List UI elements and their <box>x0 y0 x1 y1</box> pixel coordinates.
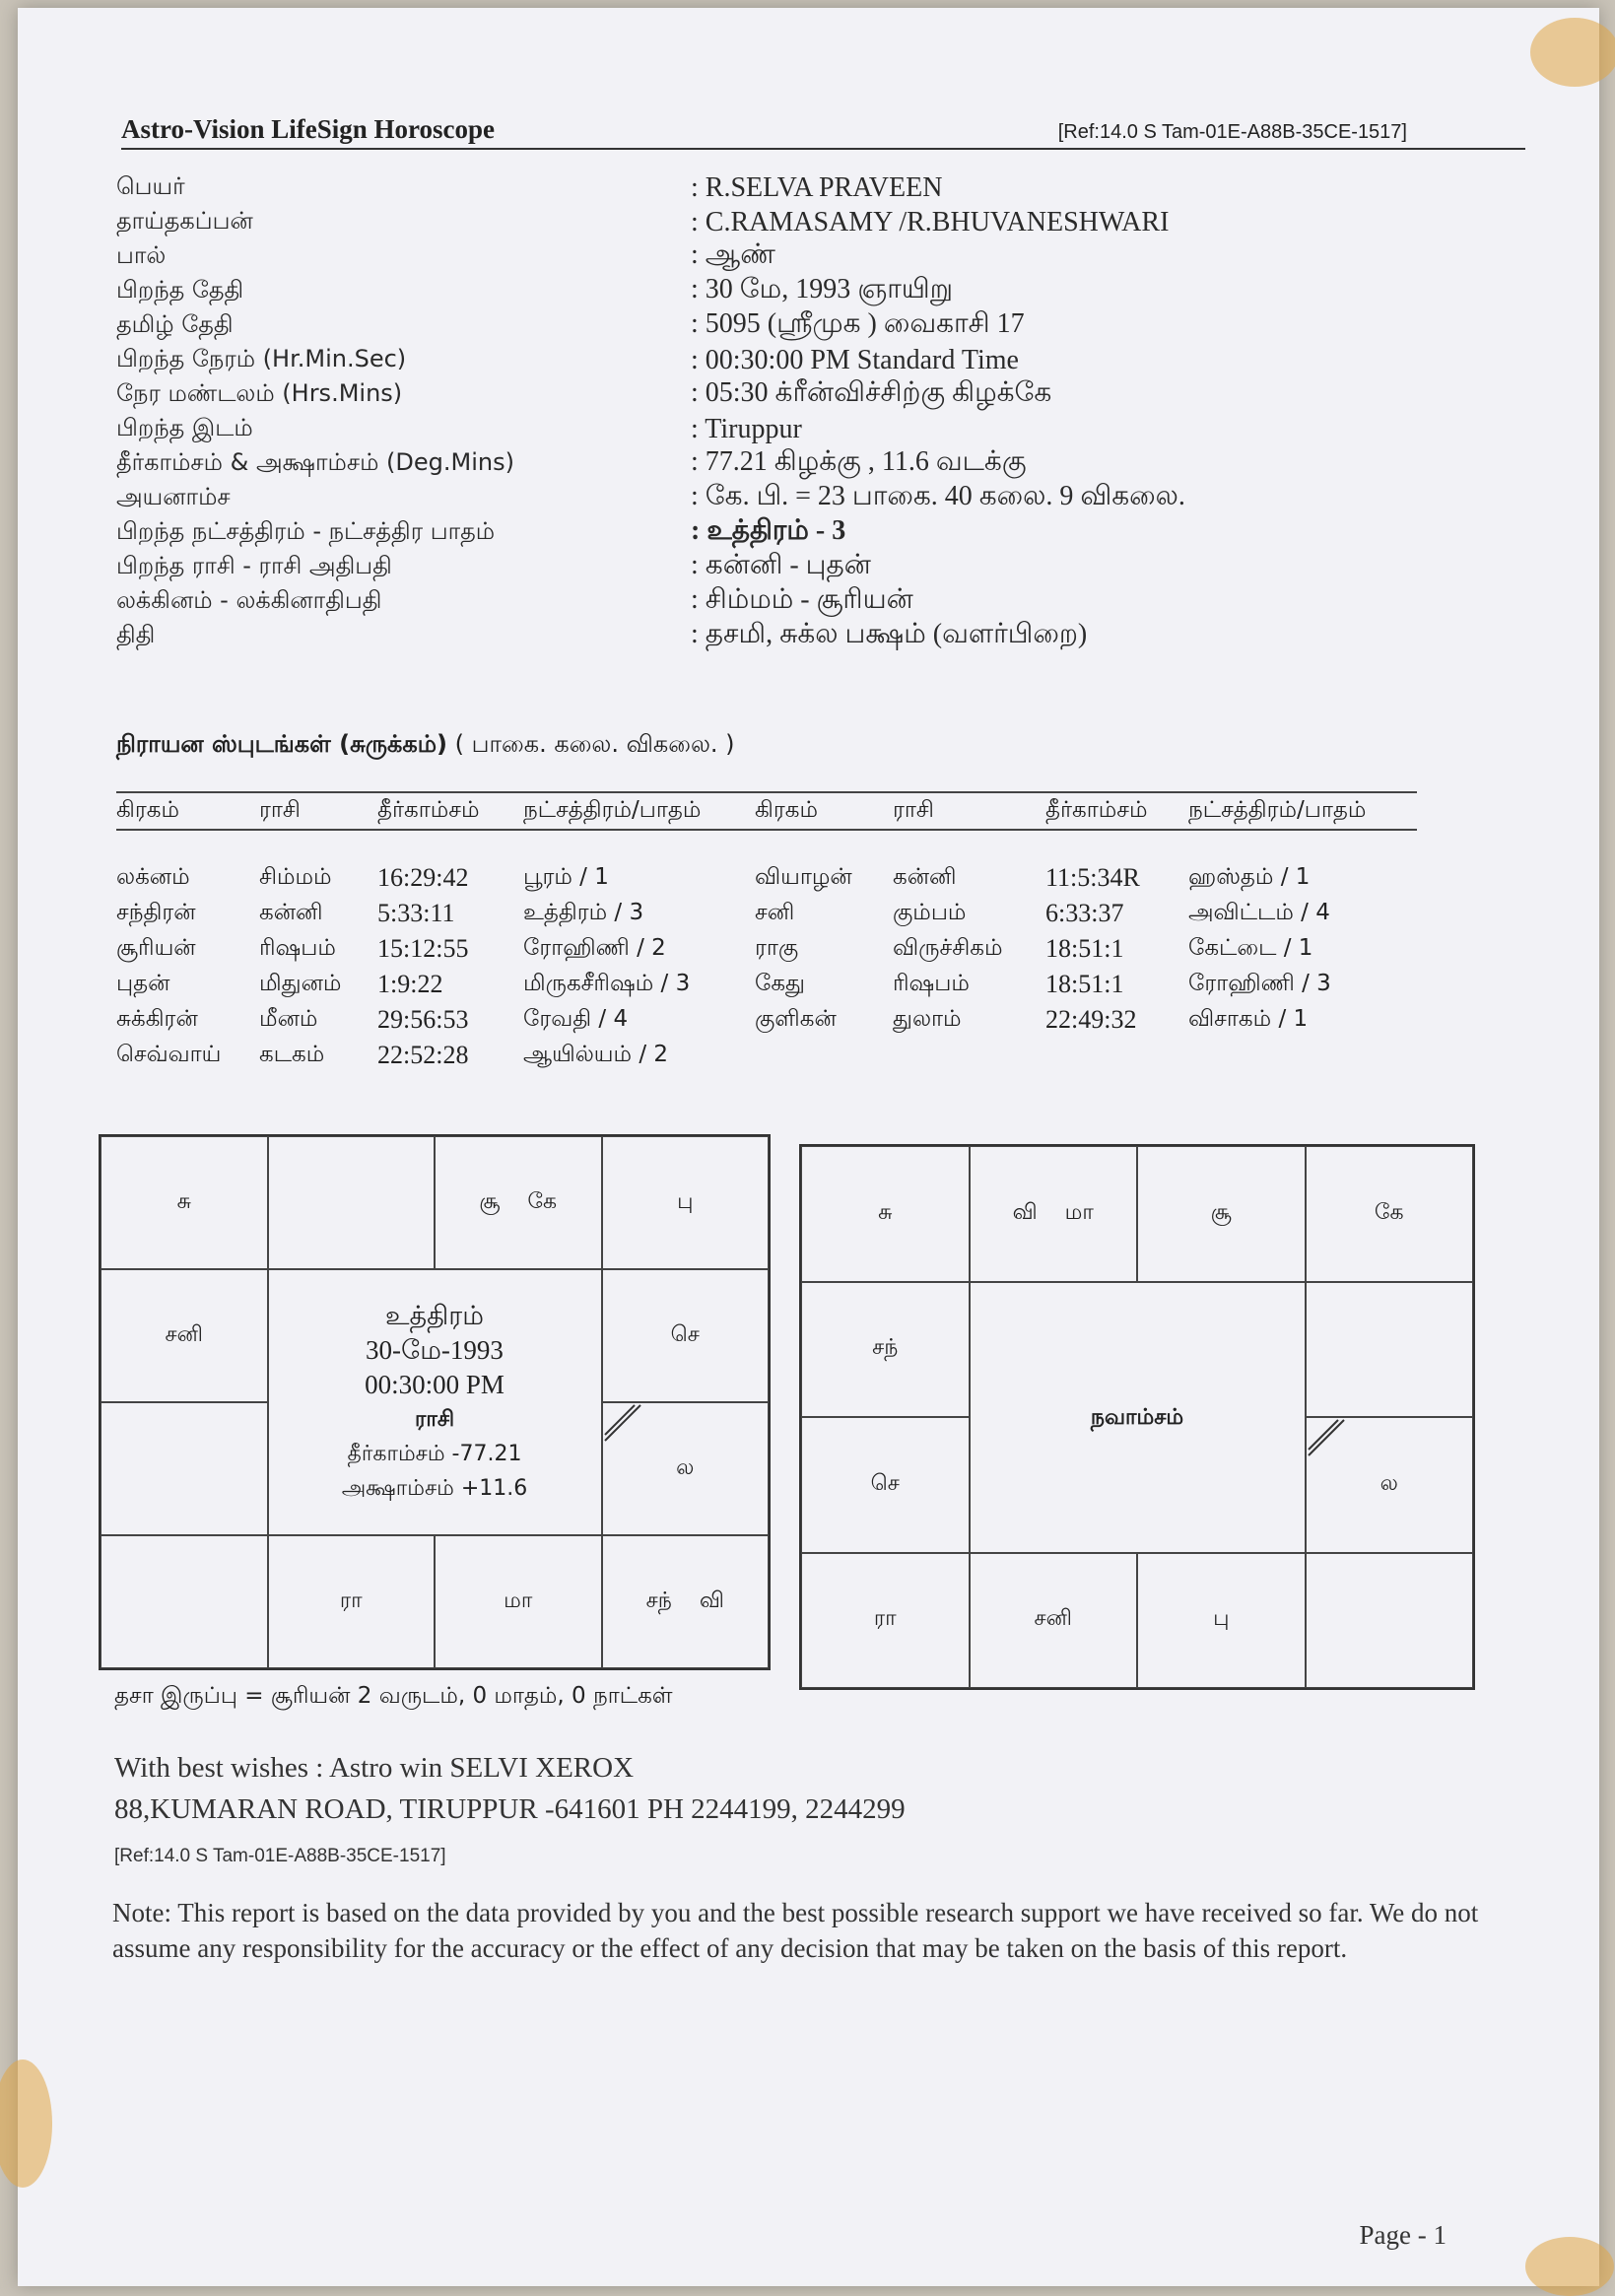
planet-label: சனி <box>165 1321 203 1347</box>
info-value: : கே. பி. = 23 பாகை. 40 கலை. 9 விகலை. <box>691 481 1185 511</box>
planet-label: கே <box>1374 1199 1404 1225</box>
table-cell: 5:33:11 <box>377 899 455 927</box>
chart-label: ராசி <box>414 1407 455 1432</box>
rasi-house-2 <box>268 1136 436 1269</box>
table-cell: கேட்டை / 1 <box>1188 934 1313 961</box>
col-header: தீர்காம்சம் <box>1045 796 1148 823</box>
table-cell: ஹஸ்தம் / 1 <box>1188 863 1311 890</box>
table-cell: அவிட்டம் / 4 <box>1188 899 1330 925</box>
info-value: : 30 மே, 1993 ஞாயிறு <box>691 274 954 304</box>
rasi-house-5 <box>602 1269 770 1402</box>
lagna-marker-icon <box>1307 1418 1346 1457</box>
rasi-center-panel <box>268 1269 602 1535</box>
planet-label: கே <box>527 1188 558 1214</box>
table-cell: ரிஷபம் <box>259 934 336 961</box>
table-row <box>116 1038 1417 1073</box>
planet-positions-table <box>116 791 1417 1073</box>
info-label: அயனாம்ச <box>116 483 231 510</box>
table-cell: ரிஷபம் <box>893 970 970 996</box>
planet-label: சூ <box>1210 1199 1232 1225</box>
planet-label: ல <box>676 1454 695 1480</box>
table-cell: கன்னி <box>893 863 957 890</box>
navamsa-house-2 <box>970 1146 1138 1282</box>
info-row <box>116 274 1496 308</box>
planet-label: சந் <box>872 1335 899 1361</box>
table-cell: ரோஹிணி / 2 <box>523 934 666 961</box>
info-row <box>116 205 1496 239</box>
table-row <box>116 931 1417 967</box>
document-title: Astro-Vision LifeSign Horoscope <box>121 114 496 144</box>
table-cell: 18:51:1 <box>1045 970 1124 998</box>
planet-label: சந் <box>645 1587 672 1613</box>
info-value: : சிம்மம் - சூரியன் <box>691 584 913 615</box>
rasi-house-12 <box>101 1269 268 1402</box>
table-cell: சனி <box>755 899 795 925</box>
table-cell: கேது <box>755 970 805 996</box>
info-row <box>116 550 1496 584</box>
info-value: : உத்திரம் - 3 <box>691 515 846 546</box>
info-value: : R.SELVA PRAVEEN <box>691 171 943 203</box>
rasi-house-7 <box>602 1535 770 1668</box>
table-cell: மிருகசீரிஷம் / 3 <box>523 970 691 996</box>
info-label: பெயர் <box>116 172 185 200</box>
longitude: தீர்காம்சம் -77.21 <box>347 1442 522 1466</box>
col-header: நட்சத்திரம்/பாதம் <box>523 796 702 823</box>
col-header: கிரகம் <box>755 796 818 823</box>
table-cell: ரேவதி / 4 <box>523 1005 629 1032</box>
navamsa-house-9 <box>970 1553 1138 1689</box>
info-label: பிறந்த நட்சத்திரம் - நட்சத்திர பாதம் <box>116 517 496 545</box>
page-number: Page - 1 <box>1359 2220 1447 2250</box>
table-cell: 15:12:55 <box>377 934 469 963</box>
table-cell: சிம்மம் <box>259 863 332 890</box>
rasi-house-1 <box>101 1136 268 1269</box>
planet-label: ரா <box>339 1587 363 1613</box>
document-content <box>18 8 1599 2286</box>
table-row <box>116 896 1417 931</box>
table-header <box>116 791 1417 831</box>
birth-time: 00:30:00 PM <box>365 1370 505 1399</box>
table-cell: உத்திரம் / 3 <box>523 899 644 925</box>
col-header: ராசி <box>259 796 301 823</box>
rasi-chart <box>99 1134 771 1670</box>
info-row <box>116 584 1496 619</box>
reference-code: [Ref:14.0 S Tam-01E-A88B-35CE-1517] <box>1057 121 1407 143</box>
info-value: : 77.21 கிழக்கு , 11.6 வடக்கு <box>691 446 1027 477</box>
table-cell: 22:52:28 <box>377 1041 469 1069</box>
navamsa-house-7 <box>1306 1553 1474 1689</box>
info-row <box>116 481 1496 515</box>
info-row <box>116 446 1496 481</box>
navamsa-house-11 <box>801 1417 970 1553</box>
planet-label: சு <box>176 1188 191 1214</box>
table-cell: சுக்கிரன் <box>116 1005 198 1032</box>
birth-date: 30-மே-1993 <box>366 1335 504 1365</box>
table-cell: விசாகம் / 1 <box>1188 1005 1309 1032</box>
table-cell: 16:29:42 <box>377 863 469 892</box>
table-cell: கன்னி <box>259 899 323 925</box>
info-value: : 05:30 க்ரீன்விச்சிற்கு கிழக்கே <box>691 377 1052 408</box>
table-cell: ரோஹிணி / 3 <box>1188 970 1331 996</box>
rasi-house-9 <box>268 1535 436 1668</box>
wishes-line: With best wishes : Astro win SELVI XEROX <box>114 1752 635 1784</box>
planet-label: செ <box>870 1470 900 1496</box>
info-row <box>116 377 1496 412</box>
planet-label: மா <box>504 1587 533 1613</box>
planet-label: பு <box>1213 1606 1230 1632</box>
planet-label: சனி <box>1034 1606 1072 1632</box>
table-cell: சூரியன் <box>116 934 196 961</box>
table-cell: 11:5:34R <box>1045 863 1140 892</box>
table-cell: சந்திரன் <box>116 899 196 925</box>
info-value: : கன்னி - புதன் <box>691 550 871 580</box>
table-cell: கடகம் <box>259 1041 325 1067</box>
info-value: : 00:30:00 PM Standard Time <box>691 344 1019 375</box>
planet-label: பு <box>677 1188 694 1214</box>
info-row <box>116 343 1496 377</box>
info-row <box>116 308 1496 343</box>
table-cell: 6:33:37 <box>1045 899 1124 927</box>
table-cell: விருச்சிகம் <box>893 934 1003 961</box>
header-divider <box>121 148 1525 150</box>
table-cell: செவ்வாய் <box>116 1041 222 1067</box>
navamsa-house-5 <box>1306 1282 1474 1418</box>
planet-label: செ <box>670 1321 700 1347</box>
info-value: : ஆண் <box>691 239 775 270</box>
table-cell: லக்னம் <box>116 863 190 890</box>
table-cell: ஆயில்யம் / 2 <box>523 1041 669 1067</box>
planet-label: சு <box>878 1199 893 1225</box>
navamsa-chart <box>799 1144 1475 1690</box>
table-cell: மீனம் <box>259 1005 318 1032</box>
table-cell: 29:56:53 <box>377 1005 469 1034</box>
latitude: அக்ஷாம்சம் +11.6 <box>341 1476 528 1501</box>
planet-label: வி <box>1012 1199 1038 1225</box>
table-cell: வியாழன் <box>755 863 852 890</box>
table-cell: ராகு <box>755 934 799 961</box>
info-label: தமிழ் தேதி <box>116 310 234 338</box>
info-row <box>116 619 1496 653</box>
wishes-block <box>114 1747 906 1830</box>
navamsa-house-4 <box>1306 1146 1474 1282</box>
disclaimer-note: Note: This report is based on the data provided by you and the best possible research support we have received so far. We do not assume any responsibility for the accuracy or the effect of any decision that may be taken on the basis of this report. <box>112 1898 1479 1963</box>
navamsa-house-6 <box>1306 1417 1474 1553</box>
planet-label: வி <box>699 1587 724 1613</box>
navamsa-house-1 <box>801 1146 970 1282</box>
info-label: தீர்காம்சம் & அக்ஷாம்சம் (Deg.Mins) <box>116 448 514 476</box>
navamsa-house-3 <box>1137 1146 1306 1282</box>
navamsa-house-8 <box>1137 1553 1306 1689</box>
positions-title: நிராயன ஸ்புடங்கள் (சுருக்கம்) <box>116 730 447 758</box>
info-value: : 5095 (ஸ்ரீமுக ) வைகாசி 17 <box>691 308 1025 339</box>
planet-label: மா <box>1064 1199 1094 1225</box>
rasi-house-8 <box>435 1535 602 1668</box>
rasi-house-4 <box>602 1136 770 1269</box>
col-header: கிரகம் <box>116 796 179 823</box>
rasi-house-10 <box>101 1535 268 1668</box>
navamsa-house-12 <box>801 1282 970 1418</box>
rasi-house-3 <box>435 1136 602 1269</box>
table-cell: மிதுனம் <box>259 970 342 996</box>
chart-label: நவாம்சம் <box>1090 1404 1184 1430</box>
navamsa-center-panel <box>970 1282 1306 1553</box>
navamsa-house-10 <box>801 1553 970 1689</box>
positions-subtitle: ( பாகை. கலை. விகலை. ) <box>454 730 735 758</box>
info-label: திதி <box>116 621 156 648</box>
table-cell: கும்பம் <box>893 899 967 925</box>
birth-details <box>116 170 1496 653</box>
table-cell: குளிகன் <box>755 1005 837 1032</box>
info-label: தாய்தகப்பன் <box>116 207 253 235</box>
table-row <box>116 860 1417 896</box>
info-row <box>116 412 1496 446</box>
info-value: : Tiruppur <box>691 413 802 444</box>
planet-label: ல <box>1379 1470 1398 1496</box>
table-cell: 18:51:1 <box>1045 934 1124 963</box>
info-label: பிறந்த இடம் <box>116 414 253 441</box>
info-label: பால் <box>116 241 167 269</box>
planet-label: சூ <box>479 1188 501 1214</box>
info-row <box>116 515 1496 550</box>
table-row <box>116 967 1417 1002</box>
table-cell: புதன் <box>116 970 170 996</box>
info-value: : தசமி, சுக்ல பக்ஷம் (வளர்பிறை) <box>691 619 1088 649</box>
info-label: பிறந்த ராசி - ராசி அதிபதி <box>116 552 392 579</box>
info-label: பிறந்த தேதி <box>116 276 244 304</box>
table-cell: துலாம் <box>893 1005 962 1032</box>
info-value: : C.RAMASAMY /R.BHUVANESHWARI <box>691 206 1170 237</box>
dasa-balance: தசா இருப்பு = சூரியன் 2 வருடம், 0 மாதம், 0 நாட்கள் <box>114 1683 673 1709</box>
table-cell: 1:9:22 <box>377 970 443 998</box>
lagna-marker-icon <box>603 1403 642 1443</box>
paper-sheet <box>18 8 1599 2286</box>
info-label: நேர மண்டலம் (Hrs.Mins) <box>116 379 403 407</box>
rasi-house-11 <box>101 1402 268 1535</box>
address-line: 88,KUMARAN ROAD, TIRUPPUR -641601 PH 2244199, 2244299 <box>114 1793 906 1825</box>
info-row <box>116 239 1496 274</box>
table-row <box>116 1002 1417 1038</box>
info-row <box>116 170 1496 205</box>
rasi-house-6 <box>602 1402 770 1535</box>
col-header: நட்சத்திரம்/பாதம் <box>1188 796 1367 823</box>
positions-heading <box>116 730 735 761</box>
info-label: பிறந்த நேரம் (Hr.Min.Sec) <box>116 345 407 372</box>
birth-star: உத்திரம் <box>385 1301 484 1330</box>
table-cell: 22:49:32 <box>1045 1005 1137 1034</box>
info-label: லக்கினம் - லக்கினாதிபதி <box>116 586 382 614</box>
planet-label: ரா <box>873 1606 897 1632</box>
col-header: ராசி <box>893 796 934 823</box>
col-header: தீர்காம்சம் <box>377 796 480 823</box>
table-cell: பூரம் / 1 <box>523 863 609 890</box>
footer-reference: [Ref:14.0 S Tam-01E-A88B-35CE-1517] <box>114 1846 446 1866</box>
